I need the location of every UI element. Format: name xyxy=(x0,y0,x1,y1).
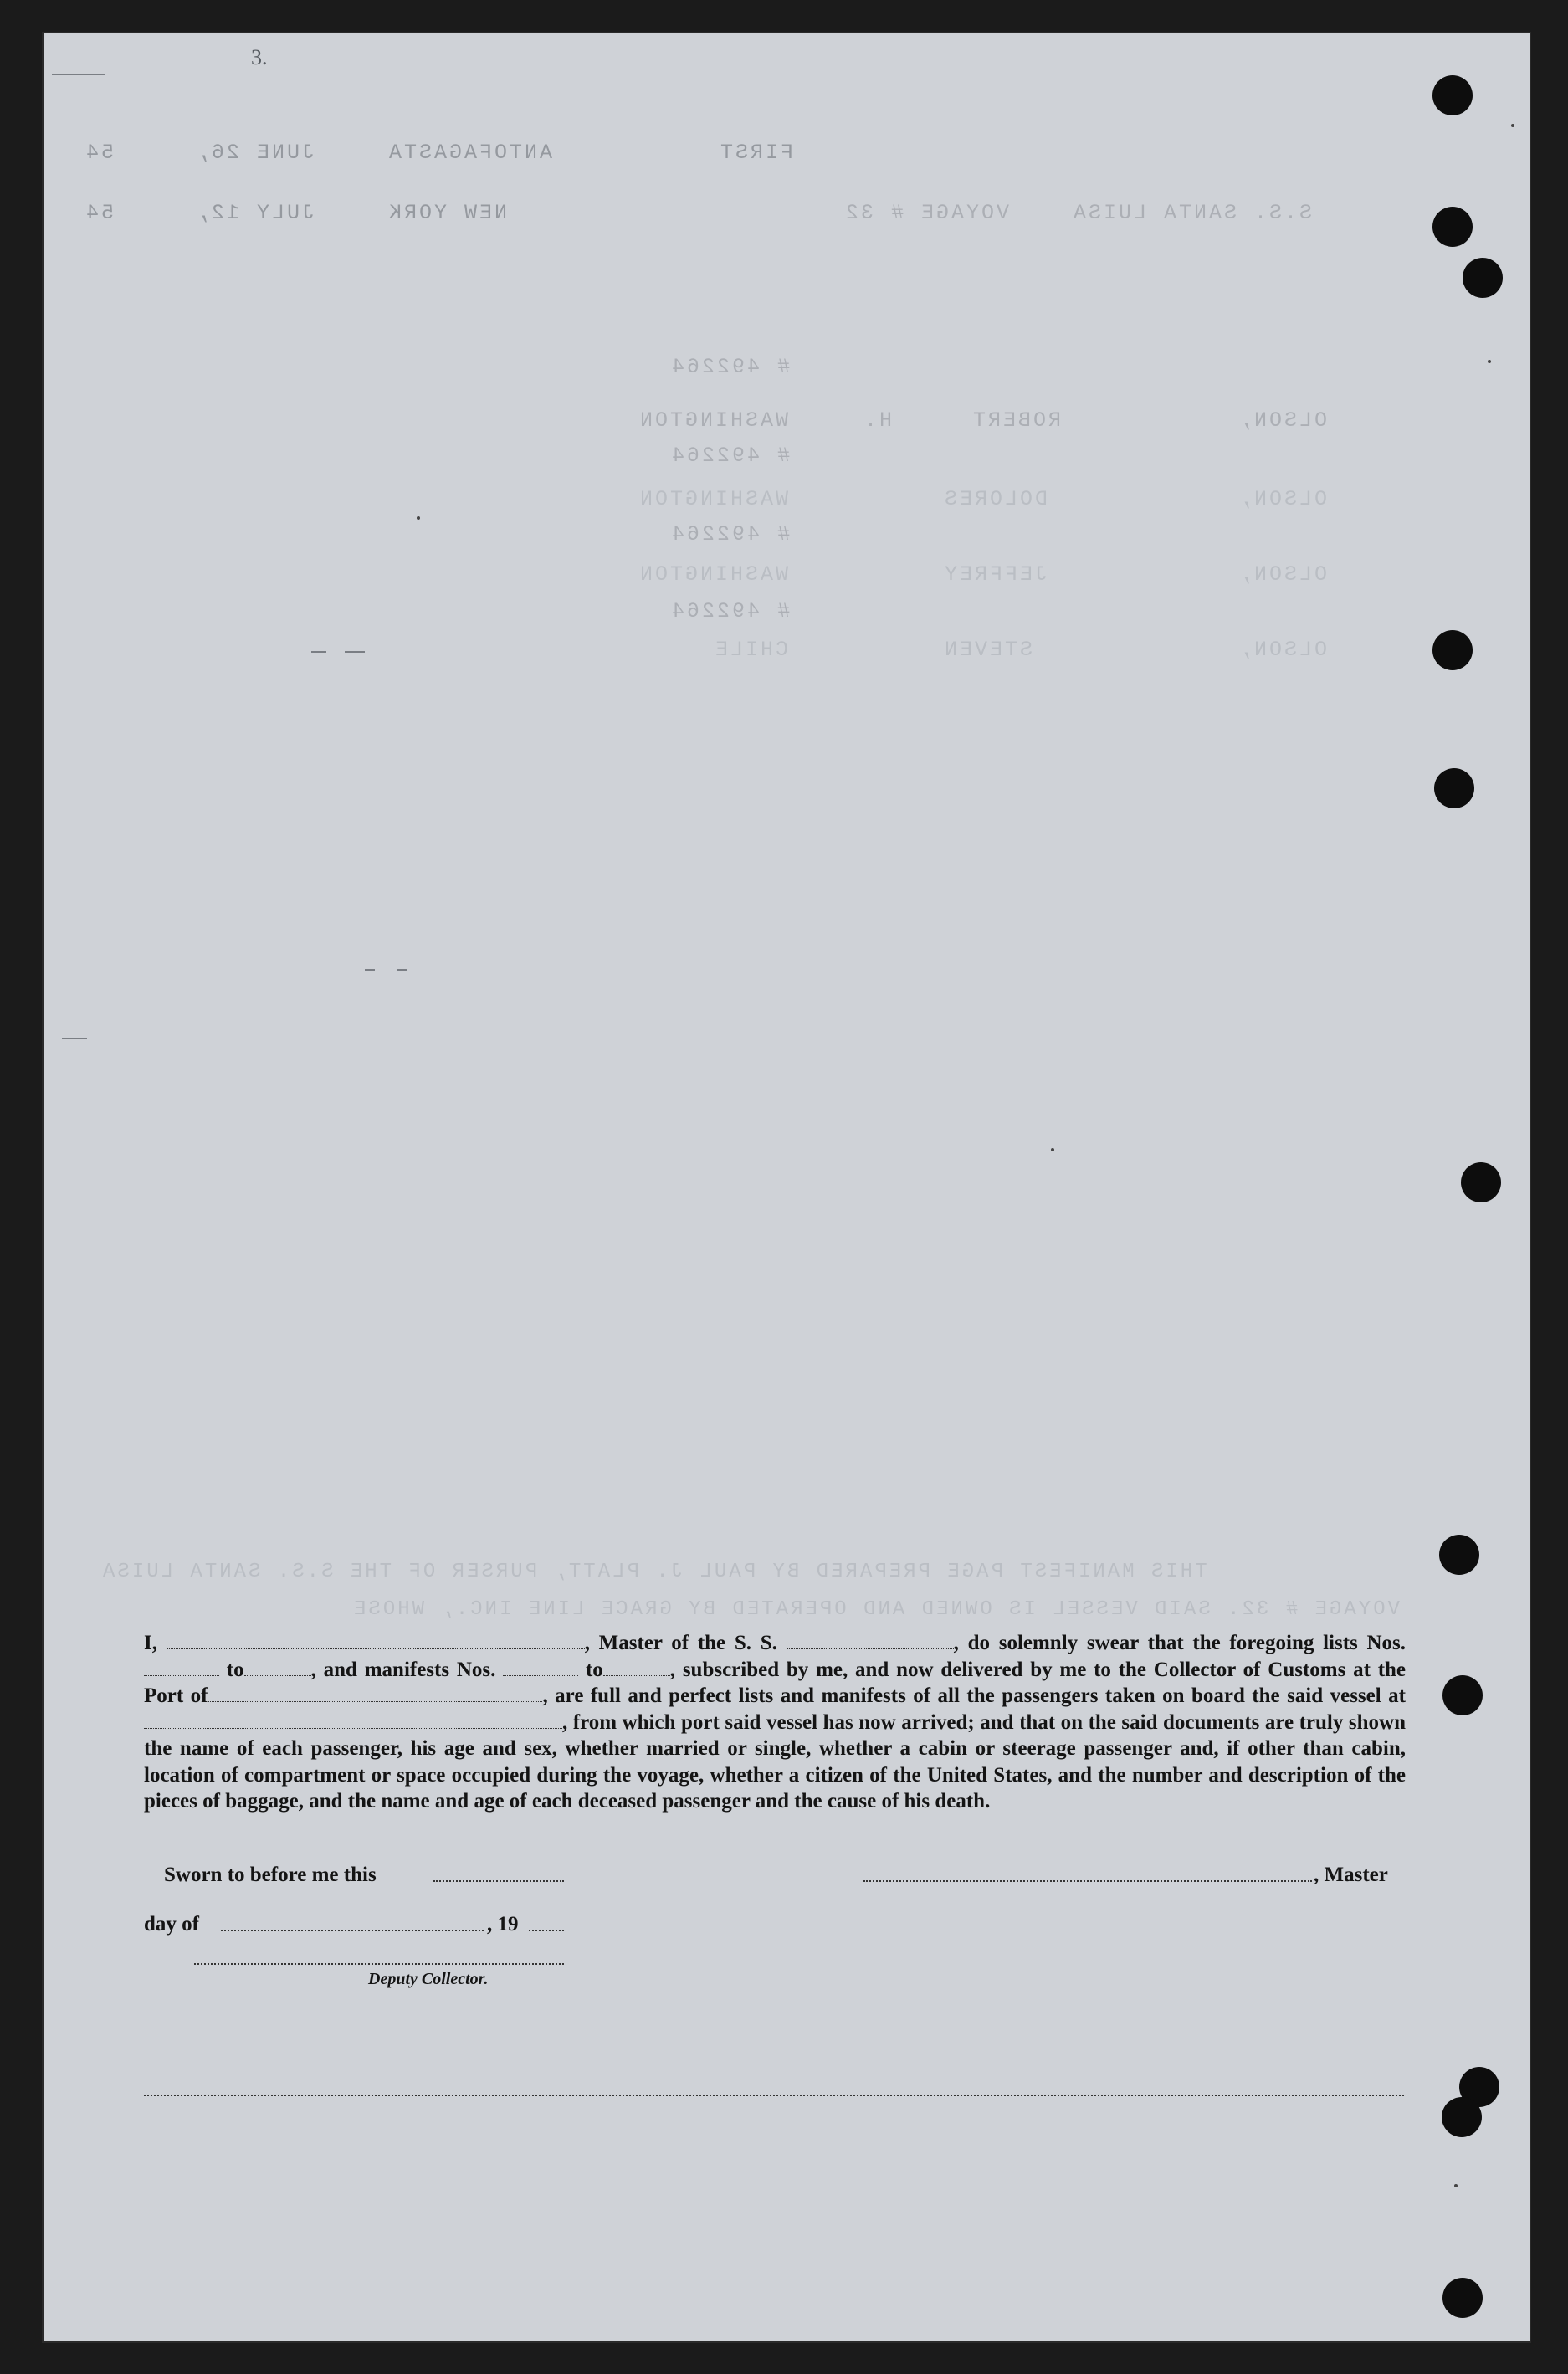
ghost-54-a: 54 xyxy=(84,141,115,165)
oath-text-3: , do solemnly swear that the foregoing lists Nos. xyxy=(953,1632,1406,1654)
binder-hole-5 xyxy=(1434,768,1474,808)
binder-hole-2 xyxy=(1432,207,1473,247)
ghost-place-3: CHILE xyxy=(713,638,789,662)
ghost-number-3: # 492264 xyxy=(669,599,791,623)
day-of-field[interactable] xyxy=(221,1930,484,1931)
ghost-place-2: WASHINGTON xyxy=(638,562,789,587)
ghost-ship: S.S. SANTA LUISA xyxy=(1071,201,1313,225)
departure-port-field[interactable] xyxy=(144,1713,562,1729)
port-field[interactable] xyxy=(208,1686,542,1702)
ghost-newyork: NEW YORK xyxy=(387,201,508,225)
oath-text-9: , from which port said vessel has now arrived; and that on the said documents are truly shown the name of each passenger, his age and sex, whether married or single, whether a cabin or steerage passenger and, if other than cabin, location of compartment or space occupied during the voyage, whether a citizen of the United States, and the number and description of the pieces of baggage, and the name and age of each deceased passenger and the cause of his death. xyxy=(144,1710,1406,1813)
ghost-given-0: ROBERT xyxy=(971,408,1062,433)
binder-hole-4 xyxy=(1432,630,1473,670)
sworn-date-field[interactable] xyxy=(433,1880,564,1882)
master-label: , Master xyxy=(1314,1864,1388,1886)
ghost-number-2: # 492264 xyxy=(669,522,791,546)
binder-hole-8 xyxy=(1442,1675,1483,1715)
manifest-to-field[interactable] xyxy=(603,1660,670,1676)
year-label: , 19 xyxy=(487,1913,519,1936)
dash-mark xyxy=(397,969,407,971)
sworn-label: Sworn to before me this xyxy=(164,1864,377,1886)
ghost-june: JUNE 26, xyxy=(194,141,315,165)
dash-mark xyxy=(365,969,375,971)
ghost-number-1: # 492264 xyxy=(669,444,791,468)
ghost-surname-0: OLSON, xyxy=(1237,408,1328,433)
binder-hole-6 xyxy=(1461,1162,1501,1202)
ghost-54-b: 54 xyxy=(84,201,115,225)
list-to-field[interactable] xyxy=(244,1660,311,1676)
dash-mark xyxy=(311,651,326,653)
list-from-field[interactable] xyxy=(144,1660,219,1676)
ghost-given-3: STEVEN xyxy=(942,638,1033,662)
ghost-place-1: WASHINGTON xyxy=(638,487,789,511)
binder-hole-11 xyxy=(1442,2278,1483,2318)
binder-hole-7 xyxy=(1439,1535,1479,1575)
ship-name-field[interactable] xyxy=(787,1633,954,1649)
speck xyxy=(1511,124,1514,127)
ghost-surname-1: OLSON, xyxy=(1237,487,1328,511)
deputy-signature-field[interactable] xyxy=(194,1963,564,1965)
oath-paragraph xyxy=(144,1630,1406,1815)
ghost-july: JULY 12, xyxy=(194,201,315,225)
ghost-voyage: VOYAGE # 32 xyxy=(843,201,1010,225)
ghost-surname-3: OLSON, xyxy=(1237,638,1328,662)
dash-mark xyxy=(62,1038,87,1039)
binder-hole-3 xyxy=(1463,258,1503,298)
master-signature-field[interactable] xyxy=(863,1880,1312,1882)
page-mark: 3. xyxy=(251,45,268,69)
oath-text-2: , Master of the S. S. xyxy=(584,1632,777,1654)
dash-mark xyxy=(345,651,365,653)
ghost-number-0: # 492264 xyxy=(669,355,791,379)
oath-text-1: I, xyxy=(144,1632,157,1654)
ghost-first: FIRST xyxy=(718,141,794,165)
master-name-field[interactable] xyxy=(167,1633,585,1649)
speck xyxy=(1051,1148,1054,1151)
ghost-footer-2: VOYAGE # 32. SAID VESSEL IS OWNED AND OPERATED BY GRACE LINE INC., WHOSE xyxy=(351,1598,1400,1621)
dash-mark xyxy=(52,74,105,75)
oath-text-7: , subscribed by me, and now delivered by me to the Collector of Customs at the Port of xyxy=(144,1658,1407,1707)
day-of-label: day of xyxy=(144,1913,199,1936)
binder-hole-10 xyxy=(1442,2097,1482,2137)
speck xyxy=(1454,2184,1458,2187)
ghost-antofagasta: ANTOFAGASTA xyxy=(387,141,553,165)
deputy-collector-label: Deputy Collector. xyxy=(368,1970,489,1988)
year-field[interactable] xyxy=(529,1930,564,1931)
oath-text-5: , and manifests Nos. xyxy=(310,1658,496,1681)
ghost-footer-1: THIS MANIFEST PAGE PREPARED BY PAUL J. PLATT, PURSER OF THE S.S. SANTA LUISA xyxy=(100,1561,1207,1583)
manifest-from-field[interactable] xyxy=(503,1660,578,1676)
oath-text-6: to xyxy=(585,1658,603,1681)
ghost-initial-0: H. xyxy=(862,408,893,433)
ghost-surname-2: OLSON, xyxy=(1237,562,1328,587)
ghost-given-1: DOLORES xyxy=(942,487,1048,511)
ghost-place-0: WASHINGTON xyxy=(638,408,789,433)
binder-hole-1 xyxy=(1432,75,1473,115)
oath-text-8: , are full and perfect lists and manifests of all the passengers taken on board the said vessel at xyxy=(542,1684,1406,1707)
speck xyxy=(417,516,420,520)
oath-text-4: to xyxy=(226,1658,244,1681)
speck xyxy=(1488,360,1491,363)
ghost-given-2: JEFFREY xyxy=(942,562,1048,587)
bottom-rule xyxy=(144,2095,1404,2096)
